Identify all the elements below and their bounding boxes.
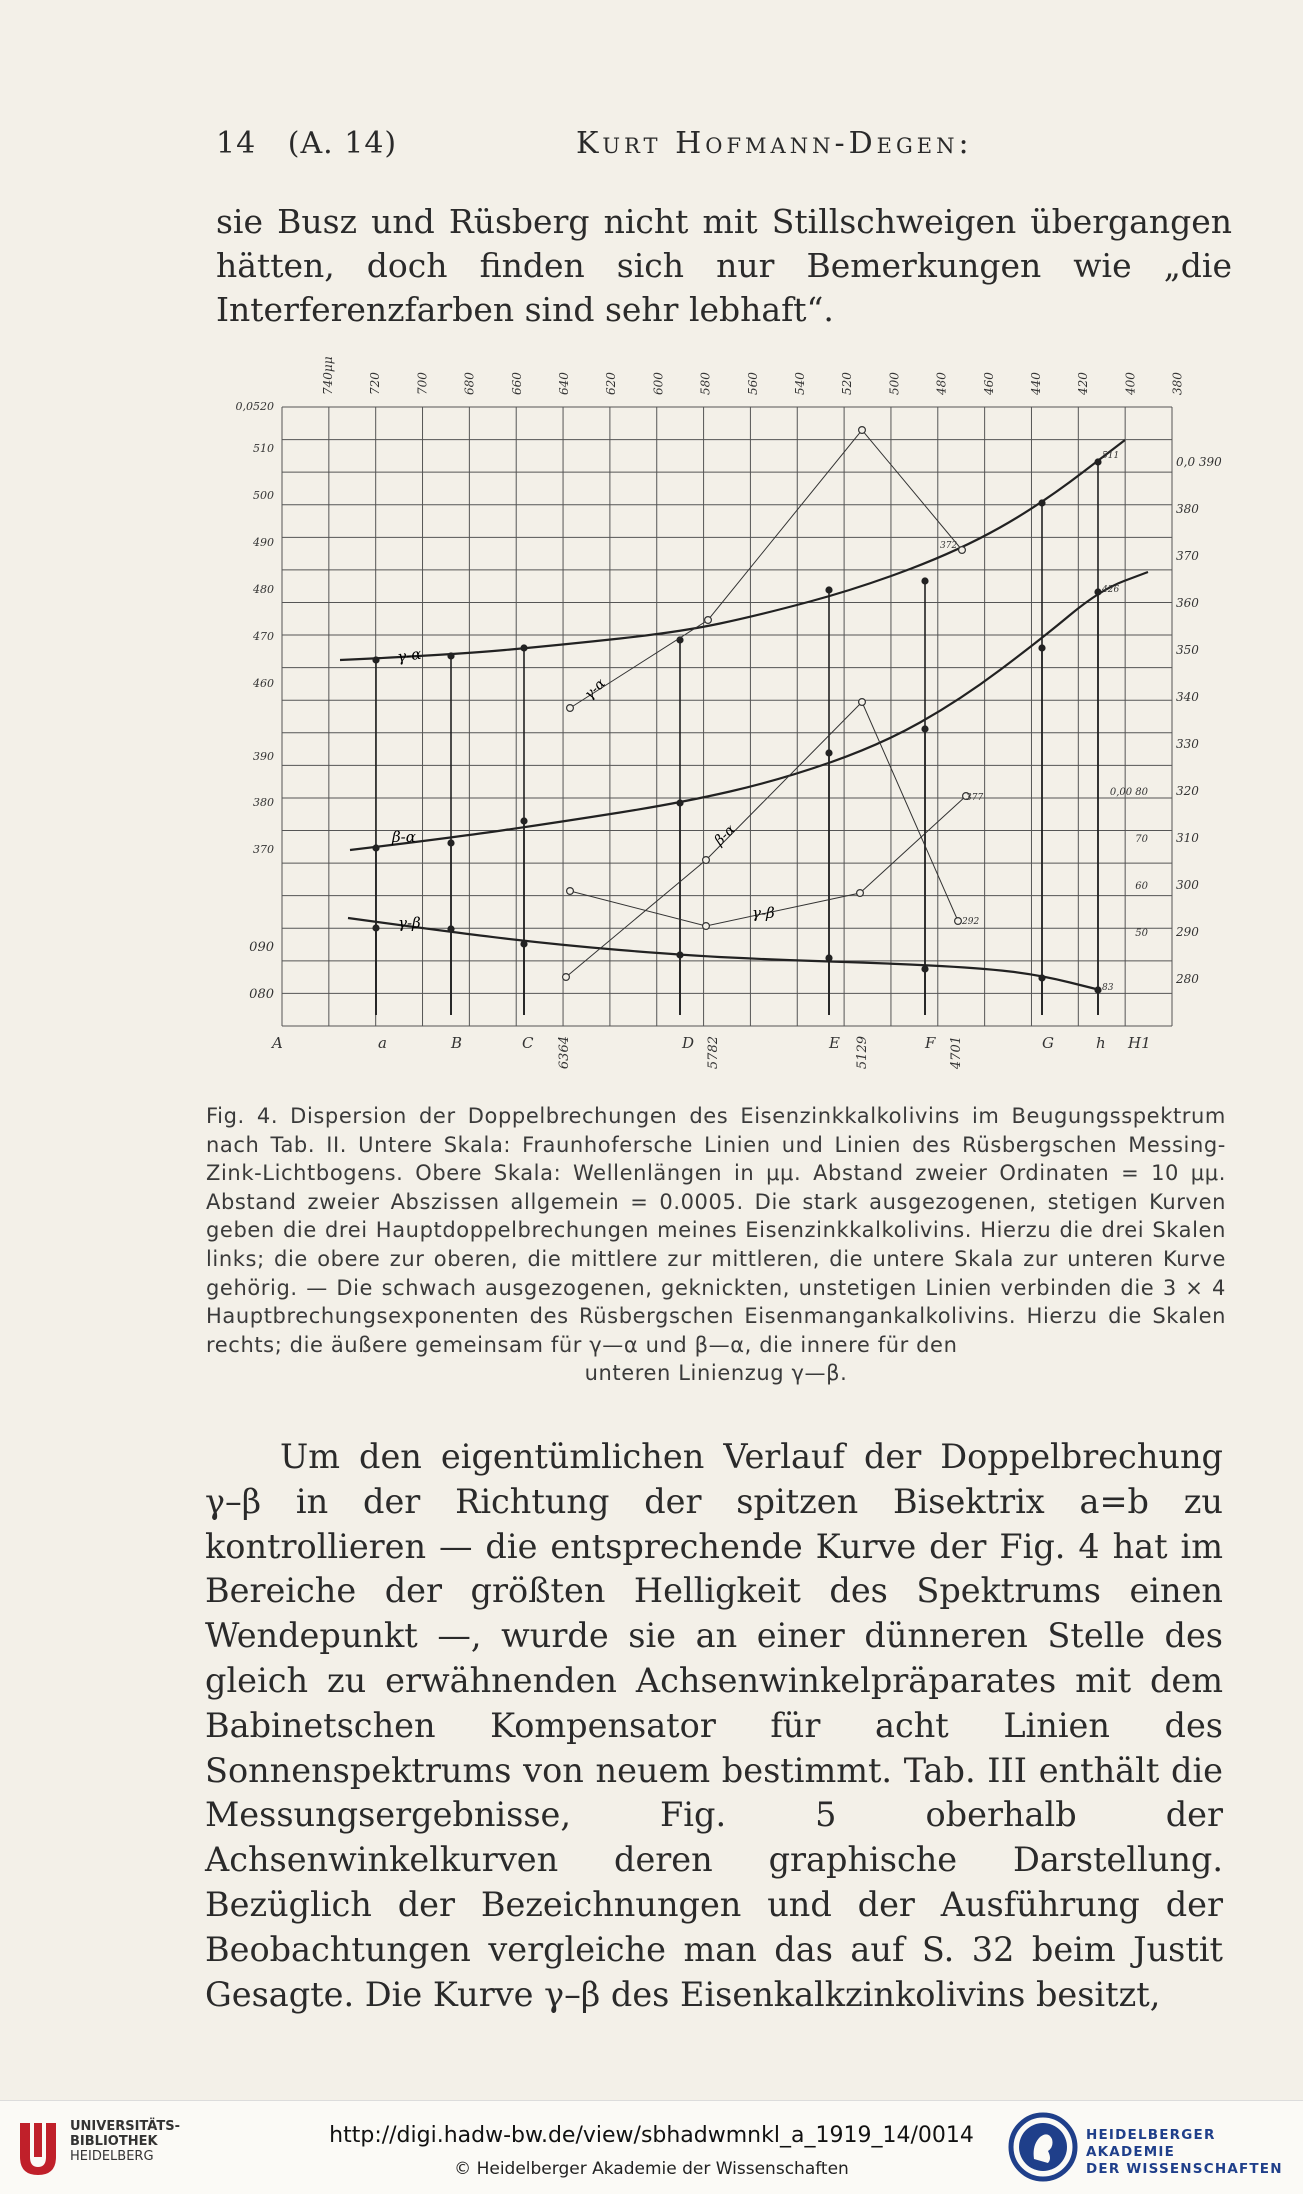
academy-name — [1086, 2127, 1303, 2178]
data-point — [921, 725, 928, 732]
rusberg-point — [859, 427, 866, 434]
point-value-label: 511 — [1102, 451, 1120, 461]
academy-line-2: DER WISSENSCHAFTEN — [1086, 2161, 1283, 2177]
rusberg-point — [703, 857, 710, 864]
data-point — [372, 656, 379, 663]
curve-gamma-beta — [348, 918, 1100, 990]
library-line-1: UNIVERSITÄTS- — [70, 2119, 180, 2134]
left-scale-upper-label: 490 — [253, 536, 274, 549]
data-point — [1094, 458, 1101, 465]
bottom-line-label: E — [829, 1034, 840, 1052]
bottom-line-label: G — [1042, 1034, 1054, 1052]
rusberg-point — [955, 918, 962, 925]
data-point — [825, 954, 832, 961]
rusberg-label-gamma-beta: γ-β — [752, 904, 775, 922]
bottom-line-label: 4701 — [949, 1036, 964, 1070]
point-value-label: 292 — [962, 917, 980, 927]
wavelength-tick-label: 620 — [604, 372, 619, 395]
left-scale-middle-label: 370 — [253, 843, 274, 856]
right-scale-outer-label: 280 — [1176, 972, 1199, 986]
rusberg-point — [703, 923, 710, 930]
left-scale-lower-label: 080 — [249, 987, 274, 1002]
left-scale-upper-label: 0,0520 — [235, 400, 274, 413]
curve-gamma-alpha — [340, 440, 1125, 660]
rusberg-label-beta-alpha: β-α — [711, 821, 739, 849]
rusberg-point — [857, 890, 864, 897]
bottom-line-label: F — [925, 1034, 936, 1052]
source-url[interactable]: http://digi.hadw-bw.de/view/sbhadwmnkl_a_1919_14/0014 — [329, 2123, 974, 2148]
wavelength-tick-label: 700 — [415, 372, 430, 395]
wavelength-tick-label: 500 — [887, 372, 902, 395]
library-line-3: HEIDELBERG — [70, 2149, 154, 2164]
running-title: Kurt Hofmann-Degen: — [576, 126, 973, 161]
caption-text-last: unteren Linienzug γ—β. — [584, 1361, 848, 1386]
chart-labels — [236, 356, 1223, 1070]
wavelength-tick-label: 600 — [651, 372, 666, 395]
wavelength-tick-label: 640 — [557, 372, 571, 395]
body-text: Um den eigentümlichen Verlauf der Doppelbrechung γ–β in der Richtung der spitzen Bisektrix a=b zu kontrollieren — die entsprechende Kurve der Fig. 4 hat im Bereiche der größten Helligkeit des Spektrums einen Wendepunkt —, wurde sie an einer dünneren Stelle des gleich zu erwähnenden Achsenwinkelpräparates mit dem Babinetschen Kompensator für acht Linien des Sonnenspektrums von neuem bestimmt. Tab. III enthält die Messungsergebnisse, Fig. 5 oberhalb der Achsenwinkelkurven deren graphische Darstellung. Bezüglich der Bezeichnungen und der Ausführung der Beobachtungen vergleiche man das auf S. 32 beim Justit Gesagte. Die Kurve γ–β des Eisenkalkzinkolivins besitzt, — [205, 1437, 1223, 2014]
point-value-label: 426 — [1102, 585, 1120, 595]
right-scale-inner-label: 50 — [1135, 928, 1148, 939]
wavelength-tick-label: 740μμ — [321, 356, 335, 395]
point-value-label: 377 — [966, 793, 984, 803]
right-scale-inner-label: 60 — [1135, 881, 1148, 892]
wavelength-tick-label: 580 — [698, 372, 713, 395]
data-point — [372, 844, 379, 851]
right-scale-outer-label: 360 — [1176, 596, 1199, 610]
left-scale-middle-label: 390 — [253, 750, 274, 763]
bottom-line-label: B — [451, 1034, 463, 1052]
right-scale-outer-label: 330 — [1176, 737, 1199, 751]
right-scale-outer-label: 0,0 390 — [1176, 455, 1222, 469]
rusberg-point — [567, 888, 574, 895]
right-scale-outer-label: 350 — [1176, 643, 1199, 657]
data-point — [825, 749, 832, 756]
rusberg-point — [959, 547, 966, 554]
right-scale-outer-label: 300 — [1176, 878, 1199, 892]
rusberg-point — [705, 617, 712, 624]
left-scale-upper-label: 460 — [253, 677, 274, 690]
left-scale-upper-label: 510 — [253, 442, 274, 455]
page-number: 14 — [216, 126, 257, 161]
bottom-line-label: 5782 — [706, 1036, 721, 1070]
data-point — [825, 586, 832, 593]
wavelength-tick-label: 660 — [509, 372, 524, 395]
right-scale-outer-label: 340 — [1176, 690, 1199, 704]
wavelength-tick-label: 440 — [1029, 372, 1043, 395]
data-point — [1094, 986, 1101, 993]
wavelength-tick-label: 680 — [462, 372, 477, 395]
data-point — [447, 652, 454, 659]
bottom-line-label: D — [682, 1034, 695, 1052]
data-point — [520, 817, 527, 824]
data-point — [1094, 588, 1101, 595]
left-scale-middle-label: 380 — [253, 796, 274, 809]
curve-label-gamma-alpha: γ-α — [396, 644, 423, 666]
wavelength-tick-label: 540 — [793, 372, 807, 395]
right-scale-outer-label: 310 — [1176, 831, 1199, 845]
data-point — [447, 925, 454, 932]
footer-bar — [0, 2100, 1303, 2194]
bottom-line-label: A — [272, 1034, 283, 1052]
wavelength-tick-label: 380 — [1170, 372, 1185, 395]
data-point — [676, 799, 683, 806]
wavelength-tick-label: 460 — [981, 372, 996, 395]
bottom-line-label: 5129 — [855, 1036, 870, 1070]
data-point — [1038, 974, 1045, 981]
copyright-notice: © Heidelberger Akademie der Wissenschaften — [454, 2159, 849, 2179]
point-value-label: 83 — [1102, 983, 1114, 993]
page-ref: (A. 14) — [287, 126, 398, 161]
data-point — [921, 577, 928, 584]
rusberg-point — [567, 705, 574, 712]
right-scale-inner-label: 0,00 80 — [1109, 787, 1148, 798]
right-scale-outer-label: 320 — [1176, 784, 1199, 798]
left-scale-lower-label: 090 — [249, 940, 274, 955]
wavelength-tick-label: 420 — [1076, 372, 1091, 395]
wavelength-tick-label: 560 — [745, 372, 760, 395]
data-point — [1038, 499, 1045, 506]
caption-text: Fig. 4. Dispersion der Doppelbrechungen des Eisenzinkkalkolivins im Beugungsspektrum nach Tab. II. Untere Skala: Fraunhofersche Linien und Linien des Rüsbergschen Messing-Zink-Lichtbogens. Obere Skala: Wellenlängen in μμ. Abstand zweier Ordinaten = 10 μμ. Abstand zweier Abszissen allgemein = 0.0005. Die stark ausgezogenen, stetigen Kurven geben die drei Hauptdoppelbrechungen meines Eisenzinkkalkolivins. Hierzu die drei Skalen links; die obere zur oberen, die mittlere zur mittleren, die untere Skala zur unteren Kurve gehörig. — Die schwach ausgezogenen, geknickten, unstetigen Linien verbinden die 3 × 4 Hauptbrechungsexponenten des Rüsbergschen Eisenmangankalkolivins. Hierzu die Skalen rechts; die äußere gemeinsam für γ—α und β—α, die innere für den — [206, 1104, 1226, 1357]
chart-grid — [282, 407, 1172, 1026]
bottom-line-label: a — [378, 1034, 387, 1052]
rusberg-point — [563, 974, 570, 981]
wavelength-tick-label: 480 — [934, 372, 949, 395]
right-scale-outer-label: 370 — [1176, 549, 1199, 563]
wavelength-tick-label: 520 — [840, 372, 855, 395]
rusberg-point — [859, 699, 866, 706]
right-scale-inner-label: 70 — [1135, 834, 1148, 845]
curve-label-beta-alpha: β-α — [392, 828, 416, 846]
rusberg-label-gamma-alpha: γ-α — [581, 675, 609, 703]
chart-curves — [340, 427, 1148, 1015]
curve-label-gamma-beta: γ-β — [398, 914, 421, 932]
bottom-line-label: h — [1096, 1034, 1106, 1052]
wavelength-tick-label: 720 — [368, 372, 383, 395]
bottom-line-label: C — [522, 1034, 534, 1052]
right-scale-outer-label: 290 — [1176, 925, 1199, 939]
data-point — [520, 644, 527, 651]
left-scale-upper-label: 480 — [253, 583, 274, 596]
body-paragraph — [205, 1435, 1223, 2017]
left-scale-upper-label: 470 — [253, 630, 274, 643]
library-line-2: BIBLIOTHEK — [70, 2134, 158, 2149]
right-scale-outer-label: 380 — [1176, 502, 1199, 516]
data-point — [921, 965, 928, 972]
data-point — [520, 940, 527, 947]
bottom-line-label: 6364 — [557, 1036, 572, 1070]
rusberg-beta-alpha-line — [566, 702, 958, 977]
data-point — [676, 951, 683, 958]
point-value-label: 372 — [940, 541, 958, 551]
academy-seal-icon — [1008, 2109, 1078, 2185]
intro-text: sie Busz und Rüsberg nicht mit Stillschweigen übergangen hätten, doch finden sich nur Bemerkungen wie „die Interferenzfarben sind sehr lebhaft“. — [216, 202, 1232, 329]
wavelength-tick-label: 400 — [1123, 372, 1138, 395]
academy-line-1: HEIDELBERGER AKADEMIE — [1086, 2127, 1216, 2160]
figure-caption — [206, 1102, 1226, 1388]
data-point — [1038, 644, 1045, 651]
data-point — [372, 924, 379, 931]
bottom-line-label: H1 — [1128, 1034, 1151, 1052]
data-point — [447, 839, 454, 846]
left-scale-upper-label: 500 — [253, 489, 274, 502]
